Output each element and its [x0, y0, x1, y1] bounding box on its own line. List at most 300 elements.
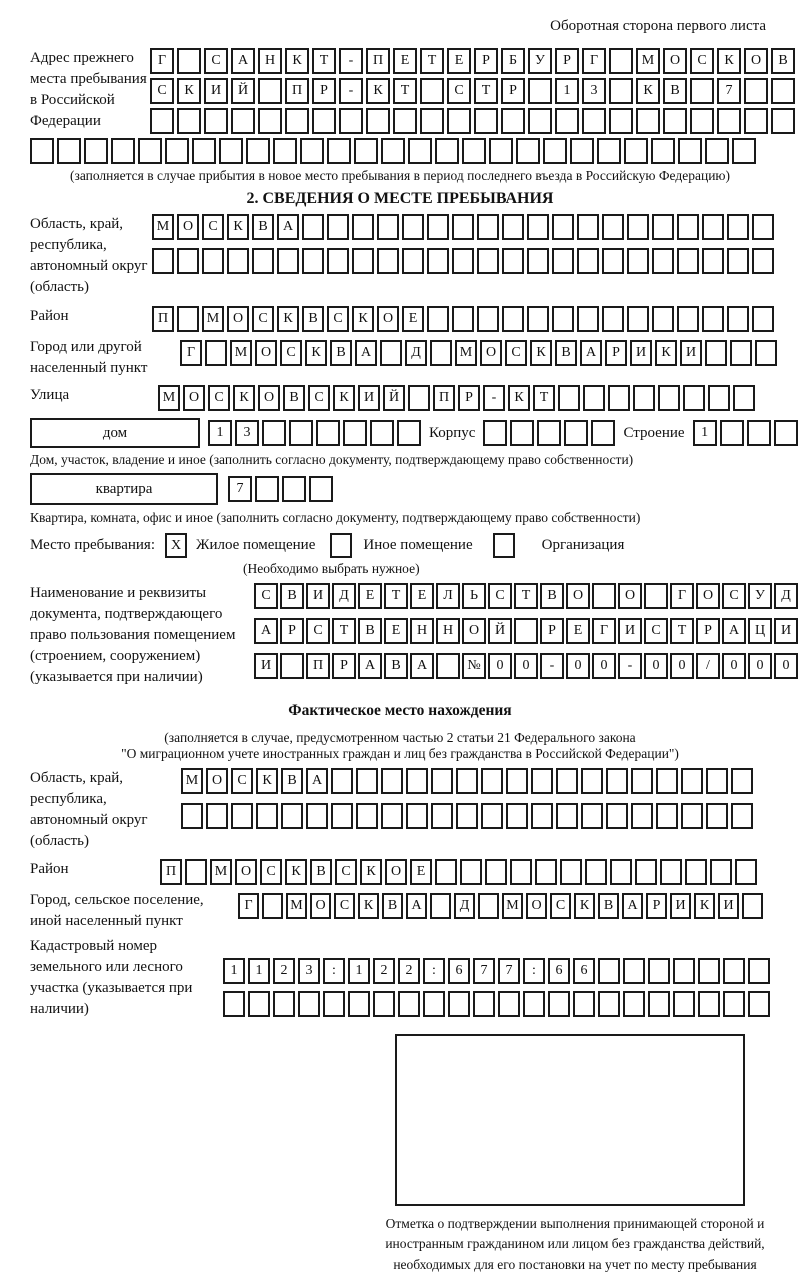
char-cell: [608, 385, 630, 411]
char-cell: [698, 958, 720, 984]
char-cell: [192, 138, 216, 164]
char-cell: К: [227, 214, 249, 240]
char-cell: [370, 420, 394, 446]
char-cell: [282, 476, 306, 502]
char-cell: О: [526, 893, 547, 919]
char-cell: К: [574, 893, 595, 919]
char-cell: А: [358, 653, 382, 679]
char-cell: 1: [223, 958, 245, 984]
char-cell: 0: [722, 653, 746, 679]
char-cell: К: [530, 340, 552, 366]
char-cell: [543, 138, 567, 164]
char-cell: [481, 768, 503, 794]
char-cell: 7: [717, 78, 741, 104]
field-district: [30, 306, 770, 332]
char-cell: [573, 991, 595, 1017]
char-cell: -: [483, 385, 505, 411]
char-cell: [331, 768, 353, 794]
char-cell: Р: [605, 340, 627, 366]
char-cell: [262, 420, 286, 446]
char-cell: [706, 803, 728, 829]
char-cell: [298, 991, 320, 1017]
checkbox-residential: X: [165, 533, 187, 558]
char-cell: П: [306, 653, 330, 679]
char-cell: [527, 248, 549, 274]
cadastral-row-1: [223, 958, 770, 984]
char-cell: [57, 138, 81, 164]
char-cell: [531, 768, 553, 794]
char-cell: [381, 138, 405, 164]
char-cell: [548, 991, 570, 1017]
char-cell: С: [260, 859, 282, 885]
char-cell: [527, 214, 549, 240]
char-cell: [771, 108, 795, 134]
char-cell: О: [377, 306, 399, 332]
char-cell: Е: [358, 583, 382, 609]
char-cell: [690, 78, 714, 104]
char-cell: [447, 108, 471, 134]
char-cell: [673, 958, 695, 984]
char-cell: [752, 214, 774, 240]
char-cell: Т: [670, 618, 694, 644]
char-cell: Р: [646, 893, 667, 919]
city-actual-label: Город, сельское поселение, иной населенный пункт: [30, 892, 204, 929]
char-cell: [627, 306, 649, 332]
char-cell: К: [233, 385, 255, 411]
char-cell: А: [355, 340, 377, 366]
char-cell: [681, 803, 703, 829]
char-cell: [660, 859, 682, 885]
char-cell: Ц: [748, 618, 772, 644]
char-cell: [698, 991, 720, 1017]
char-cell: [535, 859, 557, 885]
char-cell: [402, 248, 424, 274]
char-cell: :: [323, 958, 345, 984]
char-cell: [302, 214, 324, 240]
char-cell: П: [366, 48, 390, 74]
char-cell: [602, 248, 624, 274]
char-cell: В: [358, 618, 382, 644]
char-cell: №: [462, 653, 486, 679]
char-cell: К: [717, 48, 741, 74]
city-row: [180, 340, 777, 366]
char-cell: Т: [384, 583, 408, 609]
char-cell: [677, 306, 699, 332]
char-cell: [431, 768, 453, 794]
char-cell: [523, 991, 545, 1017]
char-cell: Н: [410, 618, 434, 644]
char-cell: [631, 803, 653, 829]
char-cell: Г: [582, 48, 606, 74]
char-cell: [591, 420, 615, 446]
char-cell: [577, 306, 599, 332]
char-cell: [609, 108, 633, 134]
char-cell: [581, 803, 603, 829]
char-cell: 0: [774, 653, 798, 679]
field-previous-address: [30, 48, 788, 134]
char-cell: 1: [248, 958, 270, 984]
char-cell: О: [480, 340, 502, 366]
char-cell: [402, 214, 424, 240]
char-cell: 0: [644, 653, 668, 679]
char-cell: [377, 248, 399, 274]
char-cell: Г: [670, 583, 694, 609]
char-cell: [219, 138, 243, 164]
corner-note: Оборотная сторона первого листа: [550, 18, 766, 34]
char-cell: [398, 991, 420, 1017]
char-cell: [204, 108, 228, 134]
char-cell: 1: [555, 78, 579, 104]
char-cell: [397, 420, 421, 446]
char-cell: П: [285, 78, 309, 104]
field-document: [30, 583, 792, 688]
char-cell: [720, 420, 744, 446]
char-cell: Е: [410, 583, 434, 609]
char-cell: Е: [393, 48, 417, 74]
char-cell: У: [528, 48, 552, 74]
char-cell: И: [670, 893, 691, 919]
char-cell: Р: [501, 78, 525, 104]
char-cell: [677, 248, 699, 274]
char-cell: [111, 138, 135, 164]
char-cell: [352, 214, 374, 240]
char-cell: Е: [402, 306, 424, 332]
char-cell: [373, 991, 395, 1017]
region-row-2: [152, 248, 774, 274]
char-cell: [552, 214, 574, 240]
char-cell: [748, 991, 770, 1017]
char-cell: [356, 768, 378, 794]
char-cell: [577, 248, 599, 274]
previous-address-row-3: [150, 108, 795, 134]
char-cell: [706, 768, 728, 794]
char-cell: [498, 991, 520, 1017]
char-cell: [774, 420, 798, 446]
char-cell: [585, 859, 607, 885]
checkbox-other-premises: [330, 533, 352, 558]
char-cell: О: [258, 385, 280, 411]
char-cell: Е: [447, 48, 471, 74]
char-cell: 3: [582, 78, 606, 104]
char-cell: [560, 859, 582, 885]
char-cell: Д: [774, 583, 798, 609]
char-cell: И: [358, 385, 380, 411]
cadastral-row-2: [223, 991, 770, 1017]
char-cell: К: [277, 306, 299, 332]
city-actual-row: [238, 893, 763, 919]
char-cell: 6: [548, 958, 570, 984]
char-cell: Т: [474, 78, 498, 104]
char-cell: [727, 214, 749, 240]
char-cell: [731, 768, 753, 794]
char-cell: [636, 108, 660, 134]
char-cell: [733, 385, 755, 411]
char-cell: С: [505, 340, 527, 366]
actual-location-note-2: "О миграционном учете иностранных граждан и лиц без гражданства в Российской Федерации"): [121, 746, 679, 761]
document-label: Наименование и реквизиты документа, подтверждающего право пользования помещением (строением, сооружением) (указывается при наличии): [30, 585, 236, 685]
city-label: Город или другой населенный пункт: [30, 339, 148, 376]
char-cell: А: [410, 653, 434, 679]
char-cell: [501, 108, 525, 134]
char-cell: В: [280, 583, 304, 609]
char-cell: [730, 340, 752, 366]
char-cell: В: [310, 859, 332, 885]
previous-address-note: (заполняется в случае прибытия в новое место пребывания в период последнего въезда в Российскую Федерацию): [69, 168, 731, 183]
char-cell: У: [748, 583, 772, 609]
char-cell: [623, 958, 645, 984]
char-cell: [152, 248, 174, 274]
apartment-box-label: квартира: [30, 473, 218, 505]
char-cell: [558, 385, 580, 411]
char-cell: [227, 248, 249, 274]
char-cell: И: [204, 78, 228, 104]
actual-location-note-1: (заполняется в случае, предусмотренном частью 2 статьи 21 Федерального закона: [164, 730, 636, 745]
char-cell: К: [636, 78, 660, 104]
char-cell: [427, 214, 449, 240]
char-cell: [514, 618, 538, 644]
char-cell: И: [306, 583, 330, 609]
char-cell: [690, 108, 714, 134]
char-cell: [652, 214, 674, 240]
street-row: [158, 385, 755, 411]
char-cell: [502, 214, 524, 240]
char-cell: [705, 138, 729, 164]
char-cell: 2: [273, 958, 295, 984]
char-cell: О: [618, 583, 642, 609]
stay-option-residential-label: Жилое помещение: [196, 537, 316, 553]
korpus-cells: [483, 420, 615, 446]
char-cell: [610, 859, 632, 885]
char-cell: [452, 306, 474, 332]
char-cell: О: [696, 583, 720, 609]
char-cell: [406, 803, 428, 829]
char-cell: С: [550, 893, 571, 919]
field-city-actual: [30, 890, 770, 932]
char-cell: [177, 108, 201, 134]
char-cell: [30, 138, 54, 164]
char-cell: [380, 340, 402, 366]
char-cell: [635, 859, 657, 885]
char-cell: [592, 583, 616, 609]
char-cell: [448, 991, 470, 1017]
char-cell: [138, 138, 162, 164]
char-cell: О: [744, 48, 768, 74]
char-cell: С: [150, 78, 174, 104]
char-cell: В: [598, 893, 619, 919]
house-note: Дом, участок, владение и иное (заполнить согласно документу, подтверждающему право собственности): [30, 452, 634, 467]
char-cell: К: [305, 340, 327, 366]
char-cell: [583, 385, 605, 411]
char-cell: [165, 138, 189, 164]
char-cell: [477, 306, 499, 332]
char-cell: [510, 859, 532, 885]
char-cell: О: [177, 214, 199, 240]
char-cell: [771, 78, 795, 104]
char-cell: [181, 803, 203, 829]
char-cell: [705, 340, 727, 366]
char-cell: М: [210, 859, 232, 885]
char-cell: [483, 420, 507, 446]
char-cell: 0: [670, 653, 694, 679]
char-cell: [248, 991, 270, 1017]
char-cell: [528, 78, 552, 104]
char-cell: [627, 248, 649, 274]
district-actual-row: [160, 859, 757, 885]
char-cell: [302, 248, 324, 274]
char-cell: [744, 78, 768, 104]
char-cell: 6: [448, 958, 470, 984]
char-cell: О: [663, 48, 687, 74]
char-cell: И: [618, 618, 642, 644]
char-cell: [663, 108, 687, 134]
char-cell: -: [339, 48, 363, 74]
char-cell: А: [306, 768, 328, 794]
char-cell: [436, 653, 460, 679]
char-cell: В: [771, 48, 795, 74]
char-cell: С: [254, 583, 278, 609]
char-cell: В: [382, 893, 403, 919]
char-cell: [339, 108, 363, 134]
char-cell: С: [335, 859, 357, 885]
char-cell: [281, 803, 303, 829]
char-cell: [485, 859, 507, 885]
char-cell: [577, 214, 599, 240]
char-cell: 3: [298, 958, 320, 984]
char-cell: 1: [693, 420, 717, 446]
char-cell: [598, 991, 620, 1017]
char-cell: Й: [231, 78, 255, 104]
char-cell: [677, 214, 699, 240]
char-cell: С: [208, 385, 230, 411]
char-cell: В: [384, 653, 408, 679]
char-cell: [406, 768, 428, 794]
stroenie-label: Строение: [623, 424, 685, 441]
char-cell: В: [663, 78, 687, 104]
char-cell: [506, 768, 528, 794]
char-cell: Т: [393, 78, 417, 104]
char-cell: В: [555, 340, 577, 366]
char-cell: [474, 108, 498, 134]
char-cell: [246, 138, 270, 164]
char-cell: [681, 768, 703, 794]
char-cell: К: [655, 340, 677, 366]
char-cell: [685, 859, 707, 885]
char-cell: С: [280, 340, 302, 366]
char-cell: [258, 78, 282, 104]
char-cell: С: [334, 893, 355, 919]
char-cell: [582, 108, 606, 134]
char-cell: В: [302, 306, 324, 332]
char-cell: [633, 385, 655, 411]
char-cell: [177, 48, 201, 74]
char-cell: [462, 138, 486, 164]
confirmation-caption: Отметка о подтверждении выполнения принимающей стороной и иностранным гражданином или лицом без гражданства действий, необходимых для его постановки на учет по месту пребывания: [385, 1216, 765, 1272]
field-house: [30, 418, 770, 448]
char-cell: [289, 420, 313, 446]
street-label: Улица: [30, 387, 70, 403]
char-cell: [456, 803, 478, 829]
char-cell: К: [333, 385, 355, 411]
char-cell: [651, 138, 675, 164]
char-cell: [452, 214, 474, 240]
char-cell: [606, 768, 628, 794]
char-cell: [598, 958, 620, 984]
char-cell: [747, 420, 771, 446]
char-cell: [678, 138, 702, 164]
char-cell: [331, 803, 353, 829]
char-cell: [528, 108, 552, 134]
char-cell: [510, 420, 534, 446]
char-cell: [202, 248, 224, 274]
char-cell: О: [385, 859, 407, 885]
char-cell: [606, 803, 628, 829]
char-cell: И: [254, 653, 278, 679]
char-cell: Р: [540, 618, 564, 644]
char-cell: [381, 768, 403, 794]
char-cell: [731, 803, 753, 829]
char-cell: В: [281, 768, 303, 794]
field-region-actual: [30, 768, 770, 852]
char-cell: [456, 768, 478, 794]
house-number-cells: [208, 420, 421, 446]
field-city: [30, 337, 770, 379]
char-cell: [673, 991, 695, 1017]
char-cell: [478, 893, 499, 919]
previous-address-label: Адрес прежнего места пребывания в Российской Федерации: [30, 50, 147, 129]
char-cell: О: [183, 385, 205, 411]
checkbox-organization: [493, 533, 515, 558]
previous-address-row-2: [150, 78, 795, 104]
char-cell: 1: [208, 420, 232, 446]
char-cell: [624, 138, 648, 164]
char-cell: [732, 138, 756, 164]
char-cell: [312, 108, 336, 134]
document-row-2: [254, 618, 798, 644]
char-cell: [427, 306, 449, 332]
char-cell: М: [502, 893, 523, 919]
district-row: [152, 306, 774, 332]
char-cell: А: [277, 214, 299, 240]
char-cell: [609, 48, 633, 74]
char-cell: К: [358, 893, 379, 919]
char-cell: К: [285, 48, 309, 74]
stay-type-label: Место пребывания:: [30, 537, 155, 553]
char-cell: Н: [258, 48, 282, 74]
char-cell: О: [462, 618, 486, 644]
char-cell: [423, 991, 445, 1017]
char-cell: [231, 108, 255, 134]
char-cell: [252, 248, 274, 274]
cadastral-label: Кадастровый номер земельного или лесного участка (указывается при наличии): [30, 938, 193, 1017]
char-cell: [460, 859, 482, 885]
char-cell: 3: [235, 420, 259, 446]
char-cell: О: [566, 583, 590, 609]
region-label: Область, край, республика, автономный округ (область): [30, 216, 148, 295]
char-cell: [627, 214, 649, 240]
char-cell: [381, 803, 403, 829]
char-cell: [452, 248, 474, 274]
char-cell: Б: [501, 48, 525, 74]
char-cell: Р: [458, 385, 480, 411]
char-cell: [408, 138, 432, 164]
char-cell: А: [722, 618, 746, 644]
char-cell: [581, 768, 603, 794]
char-cell: [327, 138, 351, 164]
char-cell: 2: [398, 958, 420, 984]
char-cell: Ь: [462, 583, 486, 609]
stay-option-other-premises-label: Иное помещение: [363, 537, 473, 553]
char-cell: [556, 803, 578, 829]
